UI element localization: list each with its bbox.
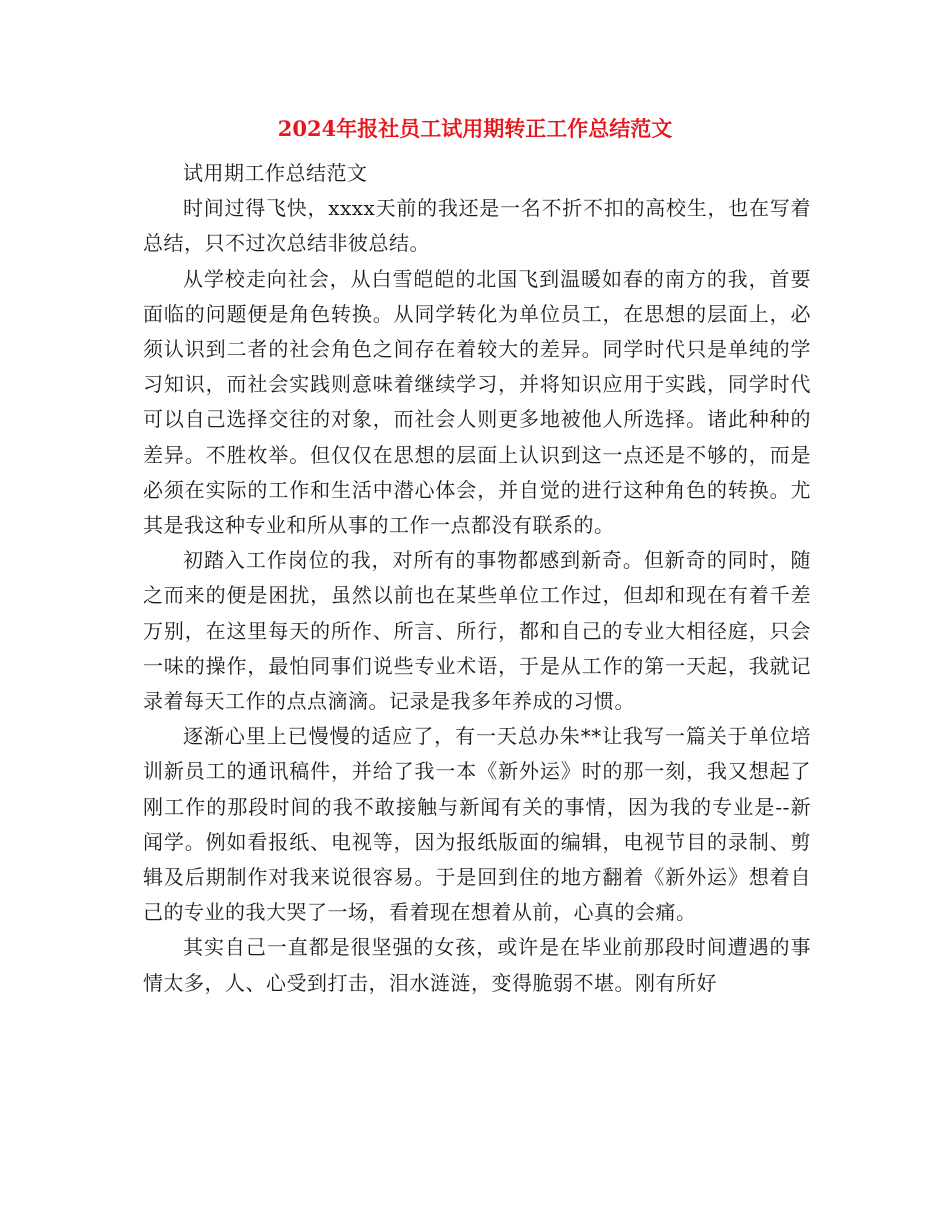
document-body — [143, 156, 811, 1001]
paragraph: 其实自己一直都是很坚强的女孩，或许是在毕业前那段时间遭遇的事情太多，人、心受到打击，泪水涟涟，变得脆弱不堪。刚有所好 — [143, 935, 811, 995]
paragraph-subtitle: 试用期工作总结范文 — [183, 161, 368, 185]
paragraph: 时间过得飞快，xxxx天前的我还是一名不折不扣的高校生，也在写着总结，只不过次总结非彼总结。 — [143, 196, 811, 256]
paragraph: 初踏入工作岗位的我，对所有的事物都感到新奇。但新奇的同时，随之而来的便是困扰，虽然以前也在某些单位工作过，但却和现在有着千差万别，在这里每天的所作、所言、所行，都和自己的专业大相径庭，只会一味的操作，最怕同事们说些专业术语，于是从工作的第一天起，我就记录着每天工作的点点滴滴。记录是我多年养成的习惯。 — [143, 548, 811, 714]
document-title: 2024年报社员工试用期转正工作总结范文 — [277, 116, 673, 141]
paragraph: 从学校走向社会，从白雪皑皑的北国飞到温暖如春的南方的我，首要面临的问题便是角色转换。从同学转化为单位员工，在思想的层面上，必须认识到二者的社会角色之间存在着较大的差异。同学时代只是单纯的学习知识，而社会实践则意味着继续学习，并将知识应用于实践，同学时代可以自己选择交往的对象，而社会人则更多地被他人所选择。诸此种种的差异。不胜枚举。但仅仅在思想的层面上认识到这一点还是不够的，而是必须在实际的工作和生活中潜心体会，并自觉的进行这种角色的转换。尤其是我这种专业和所从事的工作一点都没有联系的。 — [143, 266, 811, 538]
paragraph: 逐渐心里上已慢慢的适应了，有一天总办朱**让我写一篇关于单位培训新员工的通讯稿件，并给了我一本《新外运》时的那一刻，我又想起了刚工作的那段时间的我不敢接触与新闻有关的事情，因为我的专业是--新闻学。例如看报纸、电视等，因为报纸版面的编辑，电视节目的录制、剪辑及后期制作对我来说很容易。于是回到住的地方翻着《新外运》想着自己的专业的我大哭了一场，看着现在想着从前，心真的会痛。 — [143, 724, 811, 925]
